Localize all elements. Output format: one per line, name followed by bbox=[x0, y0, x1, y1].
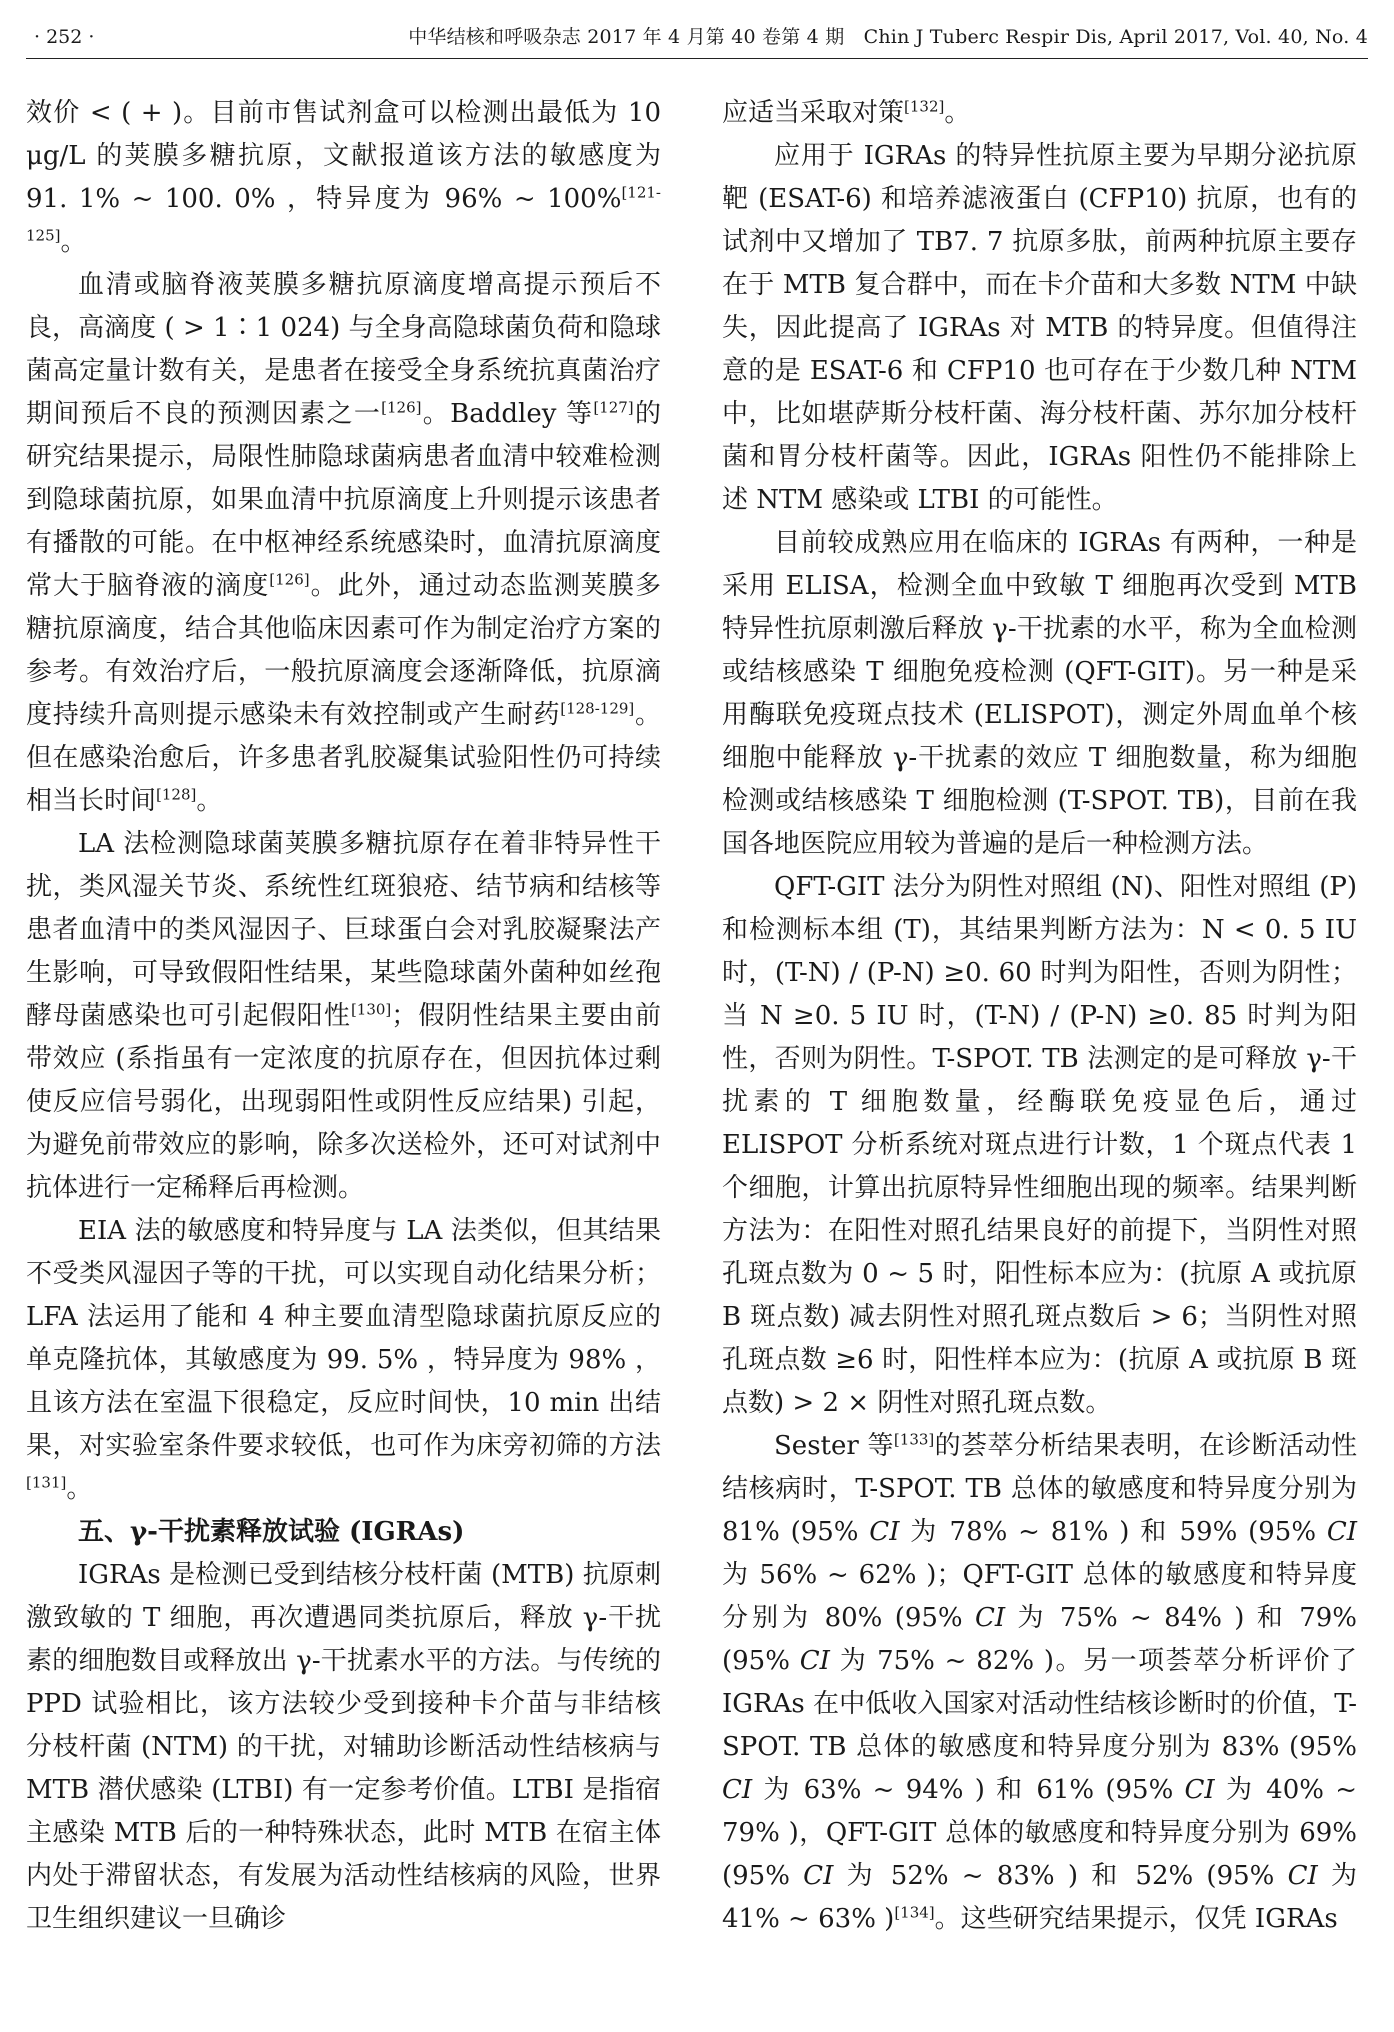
text-run: 的荟萃分析结果表明，在诊断活动性结核病时，T-SPOT. TB 总体的敏感度和特异度分别为 81% (95% bbox=[722, 1431, 1357, 1547]
text-run: 为 63% ~ 94% ) 和 61% (95% bbox=[752, 1775, 1185, 1805]
text-run: ；假阴性结果主要由前带效应 (系指虽有一定浓度的抗原存在，但因抗体过剩使反应信号弱化，出现弱阳性或阴性反应结果) 引起，为避免前带效应的影响，除多次送检外，还可对试剂中抗体进行一定稀释后再检测。 bbox=[26, 1001, 661, 1203]
text-run: 应适当采取对策 bbox=[722, 98, 905, 128]
citation-ref: [121-125] bbox=[26, 183, 661, 245]
text-run: 。此外，通过动态监测荚膜多糖抗原滴度，结合其他临床因素可作为制定治疗方案的参考。有效治疗后，一般抗原滴度会逐渐降低，抗原滴度持续升高则提示感染未有效控制或产生耐药 bbox=[26, 571, 661, 730]
text-run: 为 75% ~ 84% ) 和 79% (95% bbox=[722, 1603, 1357, 1676]
text-run: 。这些研究结果提示，仅凭 IGRAs bbox=[934, 1904, 1338, 1934]
paragraph bbox=[26, 1210, 661, 1511]
citation-ref: [134] bbox=[894, 1903, 935, 1922]
citation-ref: [128-129] bbox=[560, 699, 635, 718]
text-run: 。 bbox=[944, 98, 971, 128]
text-run: 。 bbox=[66, 1474, 93, 1504]
text-run: EIA 法的敏感度和特异度与 LA 法类似，但其结果不受类风湿因子等的干扰，可以实现自动化结果分析；LFA 法运用了能和 4 种主要血清型隐球菌抗原反应的单克隆抗体，其敏感度为 99. 5% ，特异度为 98% ，且该方法在室温下很稳定，反应时间快，10 min 出结果，对实验室条件要求较低，也可作为床旁初筛的方法 bbox=[26, 1216, 661, 1461]
text-run: 。 bbox=[60, 227, 87, 257]
text-run: 。但在感染治愈后，许多患者乳胶凝集试验阳性仍可持续相当长时间 bbox=[26, 700, 661, 816]
paragraph bbox=[26, 264, 661, 823]
text-run: 为 52% ~ 83% ) 和 52% (95% bbox=[833, 1861, 1288, 1891]
citation-ref: [126] bbox=[381, 398, 422, 417]
page-number: · 252 · bbox=[34, 26, 95, 48]
text-run: 为 56% ~ 62% )；QFT-GIT 总体的敏感度和特异度分别为 80% (95% bbox=[722, 1560, 1357, 1633]
section-heading: 五、γ-干扰素释放试验 (IGRAs) bbox=[78, 1517, 465, 1547]
paragraph bbox=[26, 92, 661, 264]
text-run: 为 75% ~ 82% )。另一项荟萃分析评价了 IGRAs 在中低收入国家对活动性结核诊断时的价值，T-SPOT. TB 总体的敏感度和特异度分别为 83% (95% bbox=[722, 1646, 1357, 1762]
citation-ref: [131] bbox=[26, 1473, 67, 1492]
text-run: LA 法检测隐球菌荚膜多糖抗原存在着非特异性干扰，类风湿关节炎、系统性红斑狼疮、结节病和结核等患者血清中的类风湿因子、巨球蛋白会对乳胶凝聚法产生影响，可导致假阳性结果，某些隐球菌外菌种如丝孢酵母菌感染也可引起假阳性 bbox=[26, 829, 661, 1031]
text-run: 。 bbox=[196, 786, 223, 816]
paragraph: IGRAs 是检测已受到结核分枝杆菌 (MTB) 抗原刺激致敏的 T 细胞，再次遭遇同类抗原后，释放 γ-干扰素的细胞数目或释放出 γ-干扰素水平的方法。与传统的 PPD 试验相比，该方法较少受到接种卡介苗与非结核分枝杆菌 (NTM) 的干扰，对辅助诊断活动性结核病与 MTB 潜伏感染 (LTBI) 有一定参考价值。LTBI 是指宿主感染 MTB 后的一种特殊状态，此时 MTB 在宿主体内处于滞留状态，有发展为活动性结核病的风险，世界卫生组织建议一旦确诊 bbox=[26, 1560, 661, 1934]
citation-ref: [126] bbox=[269, 570, 310, 589]
ci-italic: CI bbox=[722, 1775, 753, 1805]
paragraph: QFT-GIT 法分为阴性对照组 (N)、阳性对照组 (P) 和检测标本组 (T)，其结果判断方法为：N < 0. 5 IU 时，(T-N) / (P-N) ≥0. 60 时判为阳性，否则为阴性；当 N ≥0. 5 IU 时，(T-N) / (P-N) ≥0. 85 时判为阳性，否则为阴性。T-SPOT. TB 法测定的是可释放 γ-干扰素的 T 细胞数量，经酶联免疫显色后，通过 ELISPOT 分析系统对斑点进行计数，1 个斑点代表 1 个细胞，计算出抗原特异性细胞出现的频率。结果判断方法为：在阳性对照孔结果良好的前提下，当阴性对照孔斑点数为 0 ~ 5 时，阳性标本应为：(抗原 A 或抗原 B 斑点数) 减去阴性对照孔斑点数后 > 6；当阴性对照孔斑点数 ≥6 时，阳性样本应为：(抗原 A 或抗原 B 斑点数) > 2 × 阴性对照孔斑点数。 bbox=[722, 872, 1357, 1418]
running-header bbox=[26, 16, 1368, 59]
journal-citation: 中华结核和呼吸杂志 2017 年 4 月第 40 卷第 4 期 Chin J Tuberc Respir Dis, April 2017, Vol. 40, No. 4 bbox=[408, 26, 1368, 48]
ci-italic: CI bbox=[869, 1517, 900, 1547]
text-run: 的研究结果提示，局限性肺隐球菌病患者血清中较难检测到隐球菌抗原，如果血清中抗原滴度上升则提示该患者有播散的可能。在中枢神经系统感染时，血清抗原滴度常大于脑脊液的滴度 bbox=[26, 399, 661, 601]
text-run: 为 78% ~ 81% ) 和 59% (95% bbox=[899, 1517, 1327, 1547]
ci-italic: CI bbox=[1287, 1861, 1318, 1891]
ci-italic: CI bbox=[1184, 1775, 1215, 1805]
paragraph: 应用于 IGRAs 的特异性抗原主要为早期分泌抗原靶 (ESAT-6) 和培养滤液蛋白 (CFP10) 抗原，也有的试剂中又增加了 TB7. 7 抗原多肽，前两种抗原主要存在于 MTB 复合群中，而在卡介苗和大多数 NTM 中缺失，因此提高了 IGRAs 对 MTB 的特异度。但值得注意的是 ESAT-6 和 CFP10 也可存在于少数几种 NTM 中，比如堪萨斯分枝杆菌、海分枝杆菌、苏尔加分枝杆菌和胃分枝杆菌等。因此，IGRAs 阳性仍不能排除上述 NTM 感染或 LTBI 的可能性。 bbox=[722, 141, 1357, 515]
left-column bbox=[26, 92, 661, 1941]
citation-ref: [130] bbox=[350, 1000, 392, 1019]
text-run: Sester 等 bbox=[774, 1431, 894, 1461]
citation-ref: [132] bbox=[904, 97, 945, 116]
citation-ref: [128] bbox=[156, 785, 197, 804]
paragraph bbox=[26, 823, 661, 1210]
ci-italic: CI bbox=[1326, 1517, 1357, 1547]
text-run: 效价 < ( + )。目前市售试剂盒可以检测出最低为 10 μg/L 的荚膜多糖抗原，文献报道该方法的敏感度为 91. 1% ~ 100. 0% ，特异度为 96% ~ 100% bbox=[26, 98, 661, 214]
text-run: 血清或脑脊液荚膜多糖抗原滴度增高提示预后不良，高滴度 ( > 1∶1 024) 与全身高隐球菌负荷和隐球菌高定量计数有关，是患者在接受全身系统抗真菌治疗期间预后不良的预测因素之一 bbox=[26, 270, 661, 429]
paragraph bbox=[722, 1425, 1357, 1941]
citation-ref: [127] bbox=[593, 398, 634, 417]
paragraph bbox=[722, 92, 1357, 135]
paragraph: 目前较成熟应用在临床的 IGRAs 有两种，一种是采用 ELISA，检测全血中致敏 T 细胞再次受到 MTB 特异性抗原刺激后释放 γ-干扰素的水平，称为全血检测或结核感染 T 细胞免疫检测 (QFT-GIT)。另一种是采用酶联免疫斑点技术 (ELISPOT)，测定外周血单个核细胞中能释放 γ-干扰素的效应 T 细胞数量，称为细胞检测或结核感染 T 细胞检测 (T-SPOT. TB)，目前在我国各地医院应用较为普遍的是后一种检测方法。 bbox=[722, 528, 1357, 859]
citation-ref: [133] bbox=[893, 1430, 935, 1449]
ci-italic: CI bbox=[803, 1861, 834, 1891]
right-column bbox=[722, 92, 1357, 1941]
text-run: 为 40% ~ 79% )，QFT-GIT 总体的敏感度和特异度分别为 69% (95% bbox=[722, 1775, 1357, 1891]
text-run: 。Baddley 等 bbox=[421, 399, 594, 429]
ci-italic: CI bbox=[799, 1646, 830, 1676]
ci-italic: CI bbox=[974, 1603, 1006, 1633]
text-run: 为 41% ~ 63% ) bbox=[722, 1861, 1357, 1934]
